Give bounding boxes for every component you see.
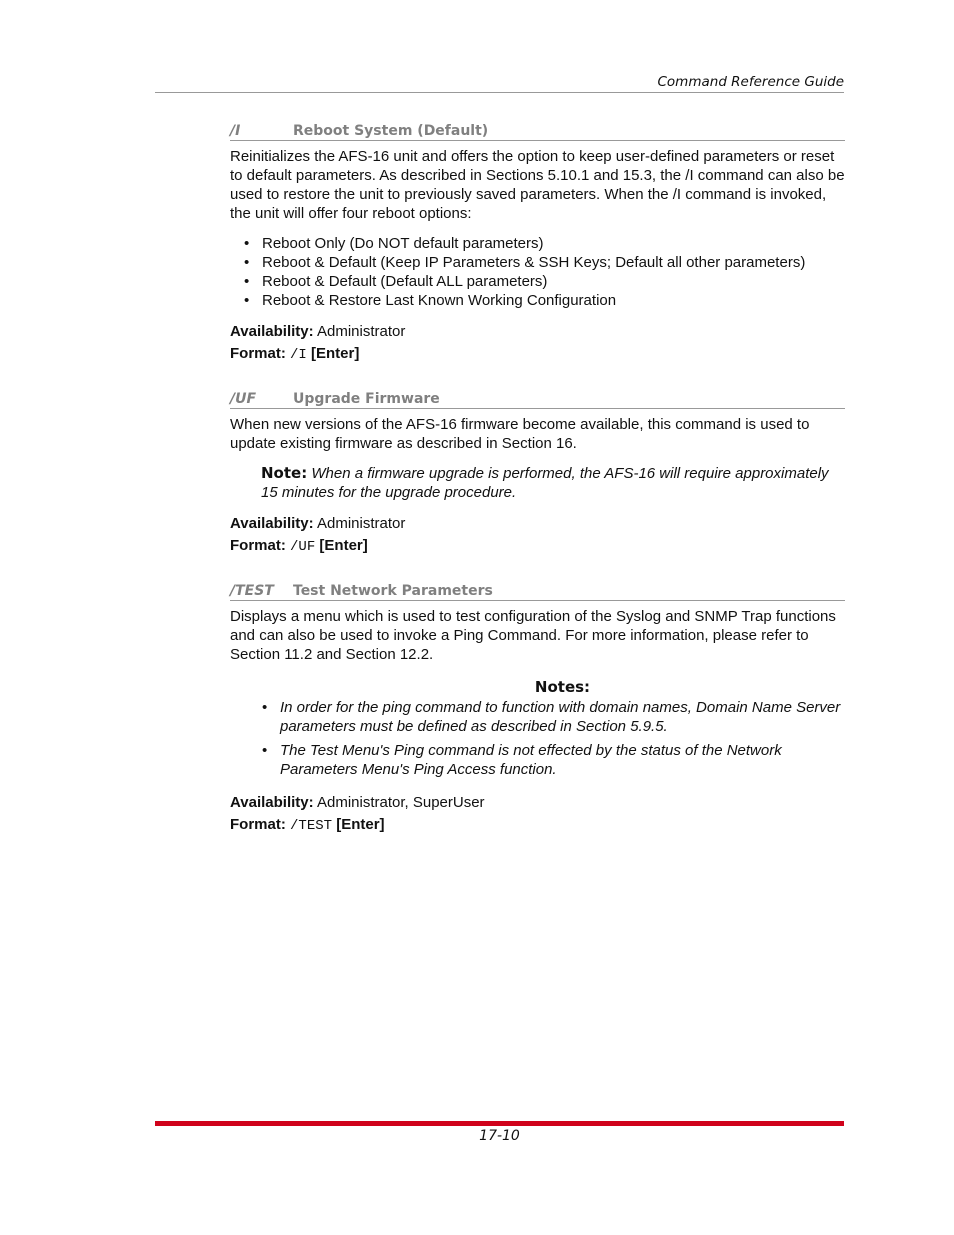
list-item: • In order for the ping command to function with domain names, Domain Name Server parameters must be defined as described in Section 5.9.5.	[262, 698, 845, 736]
format-command: /UF	[290, 539, 316, 555]
section-title: Reboot System (Default)	[293, 123, 489, 139]
notes-title: Notes:	[534, 678, 591, 696]
availability-line	[230, 793, 845, 812]
availability-line	[230, 322, 845, 341]
page-number: 17-10	[479, 1128, 520, 1144]
format-key: [Enter]	[336, 816, 385, 833]
section-description: When new versions of the AFS-16 firmware become available, this command is used to update existing firmware as described in Section 16.	[230, 416, 810, 452]
section-test-network	[230, 583, 845, 836]
header-rule	[155, 92, 844, 93]
reboot-options-list	[244, 234, 845, 310]
format-label: Format:	[230, 816, 286, 833]
availability-line	[230, 514, 845, 533]
section-command: /I	[230, 123, 241, 139]
availability-label: Availability:	[230, 323, 314, 340]
list-item: • Reboot Only (Do NOT default parameters)	[244, 234, 845, 253]
section-heading	[230, 583, 845, 601]
section-description: Reinitializes the AFS-16 unit and offers the option to keep user-defined parameters or reset to default parameters. As described in Sections 5.10.1 and 15.3, the /I command can also be used to restore the unit to previously saved parameters. When the /I command is invoked, the unit will offer four reboot options:	[230, 148, 845, 222]
format-key: [Enter]	[311, 345, 360, 362]
section-command: /UF	[230, 391, 257, 407]
availability-value: Administrator, SuperUser	[316, 794, 485, 811]
availability-value: Administrator	[316, 323, 406, 340]
section-reboot-system	[230, 123, 845, 365]
note-block	[261, 464, 845, 502]
format-command: /TEST	[290, 818, 333, 834]
section-title: Test Network Parameters	[293, 583, 493, 599]
note-label: Note:	[261, 464, 308, 482]
availability-label: Availability:	[230, 515, 314, 532]
section-title: Upgrade Firmware	[293, 391, 440, 407]
format-label: Format:	[230, 345, 286, 362]
availability-label: Availability:	[230, 794, 314, 811]
format-key: [Enter]	[319, 537, 368, 554]
section-heading	[230, 391, 845, 409]
running-header: Command Reference Guide	[657, 74, 844, 90]
note-text: When a firmware upgrade is performed, the AFS-16 will require approximately 15 minutes for the upgrade procedure.	[261, 465, 829, 501]
footer-rule	[155, 1121, 844, 1126]
notes-list	[262, 698, 845, 779]
format-label: Format:	[230, 537, 286, 554]
section-description: Displays a menu which is used to test configuration of the Syslog and SNMP Trap functions and can also be used to invoke a Ping Command. For more information, please refer to Section 11.2 and Section 12.2.	[230, 608, 836, 663]
availability-value: Administrator	[316, 515, 406, 532]
format-line	[230, 536, 845, 557]
list-item: • Reboot & Restore Last Known Working Configuration	[244, 291, 845, 310]
list-item: • The Test Menu's Ping command is not effected by the status of the Network Parameters Menu's Ping Access function.	[262, 741, 845, 779]
format-line	[230, 815, 845, 836]
list-item: • Reboot & Default (Keep IP Parameters & SSH Keys; Default all other parameters)	[244, 253, 845, 272]
format-line	[230, 344, 845, 365]
section-command: /TEST	[230, 583, 274, 599]
section-heading	[230, 123, 845, 141]
list-item: • Reboot & Default (Default ALL parameters)	[244, 272, 845, 291]
section-upgrade-firmware	[230, 391, 845, 557]
format-command: /I	[290, 347, 307, 363]
